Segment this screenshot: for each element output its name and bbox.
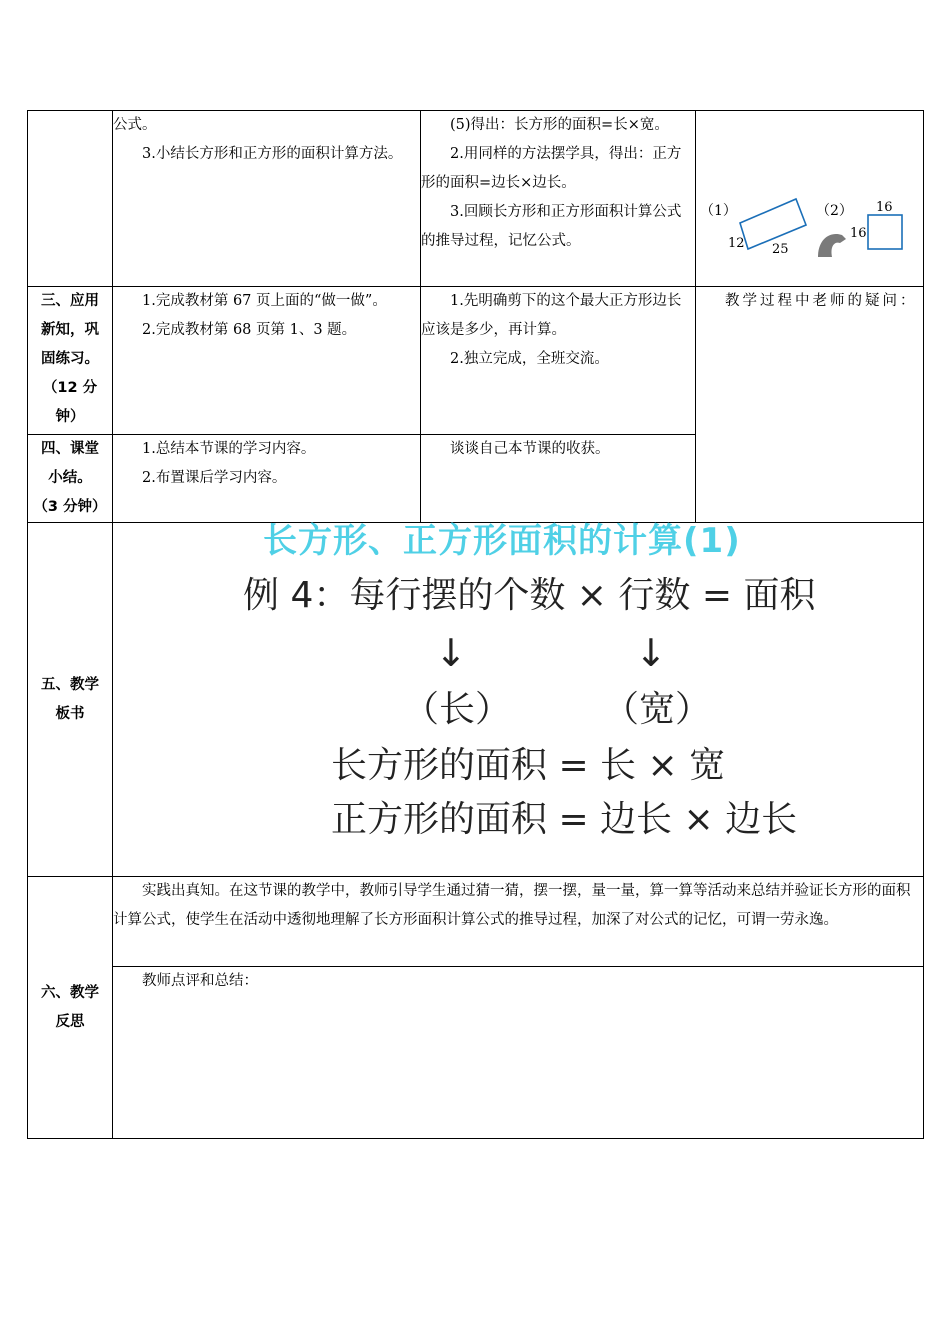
board-title: 长方形、正方形面积的计算(1) — [263, 521, 741, 561]
label-line: 六、教学 — [41, 984, 99, 1001]
square-shape — [868, 215, 902, 249]
scissors-icon — [818, 234, 846, 257]
student-activity-cell — [421, 287, 696, 435]
student-line: 1.先明确剪下的这个最大正方形边长应该是多少，再计算。 — [421, 293, 682, 338]
reflection-text: 实践出真知。在这节课的教学中，教师引导学生通过猜一猜，摆一摆，量一量，算一算等活动来总结并验证长方形的面积计算公式，使学生在活动中透彻地理解了长方形面积计算公式的推导过程，加深了对公式的记忆，可谓一劳永逸。 — [113, 883, 911, 928]
board-length-label: （长） — [403, 689, 512, 730]
row-reflection-comment — [28, 967, 924, 1139]
student-line: 谈谈自己本节课的收获。 — [450, 441, 610, 457]
blackboard-writing — [113, 523, 923, 875]
row-reflection-text — [28, 877, 924, 967]
label-cell-empty — [28, 111, 113, 287]
board-cell — [113, 523, 924, 877]
lesson-table — [27, 110, 924, 1139]
label-line: 小结。 — [48, 470, 92, 486]
label-line: 反思 — [55, 1013, 85, 1030]
teacher-activity-cell — [113, 435, 421, 523]
student-line: 2.独立完成，全班交流。 — [450, 351, 609, 367]
label-line: 钟） — [55, 409, 85, 425]
teacher-line: 1.完成教材第 67 页上面的“做一做”。 — [142, 293, 387, 309]
square-side-label: 16 — [850, 226, 867, 241]
section-label-summary — [28, 435, 113, 523]
label-line: 新知，巩 — [41, 322, 99, 338]
teacher-activity-cell — [113, 287, 421, 435]
teacher-question-note: 教学过程中老师的疑问： — [725, 293, 918, 309]
section-label-reflection — [28, 877, 113, 1139]
label-line: 固练习。 — [41, 351, 99, 367]
section-label-board — [28, 523, 113, 877]
board-formula-rectangle: 长方形的面积 = 长 × 宽 — [331, 745, 726, 786]
row-board — [28, 523, 924, 877]
student-line: 2.用同样的方法摆学具，得出：正方形的面积=边长×边长。 — [421, 146, 682, 191]
rectangle-height-label: 12 — [728, 236, 745, 251]
teacher-line: 2.布置课后学习内容。 — [142, 470, 287, 486]
board-width-label: （宽） — [603, 689, 712, 730]
student-activity-cell — [421, 435, 696, 523]
board-formula-square: 正方形的面积 = 边长 × 边长 — [331, 799, 798, 840]
square-top-label: 16 — [876, 200, 893, 215]
reflection-comment-cell — [113, 967, 924, 1139]
reflection-text-cell — [113, 877, 924, 967]
down-arrow-icon: ↓ — [635, 631, 667, 675]
down-arrow-icon: ↓ — [435, 631, 467, 675]
row-practice — [28, 287, 924, 435]
student-activity-cell — [421, 111, 696, 287]
teacher-activity-cell — [113, 111, 421, 287]
rectangle-width-label: 25 — [772, 242, 789, 257]
teacher-line: 1.总结本节课的学习内容。 — [142, 441, 316, 457]
label-line: （3 分钟） — [33, 499, 107, 515]
figure-cell — [696, 111, 924, 287]
teacher-line: 3.小结长方形和正方形的面积计算方法。 — [142, 146, 403, 162]
student-line: 3.回顾长方形和正方形面积计算公式的推导过程，记忆公式。 — [421, 204, 682, 249]
label-line: 板书 — [55, 705, 85, 722]
figure-label-2: （2） — [816, 203, 853, 219]
rectangle-square-figure — [696, 111, 924, 283]
section-label-practice — [28, 287, 113, 435]
student-line: (5)得出：长方形的面积=长×宽。 — [450, 117, 669, 133]
teacher-comment-label: 教师点评和总结： — [142, 973, 258, 989]
teacher-question-cell — [696, 287, 924, 523]
figure-label-1: （1） — [700, 203, 737, 219]
teacher-line: 公式。 — [113, 117, 157, 133]
row-continuation — [28, 111, 924, 287]
teacher-line: 2.完成教材第 68 页第 1、3 题。 — [142, 322, 357, 338]
label-line: 五、教学 — [41, 676, 99, 693]
label-line: 三、应用 — [41, 293, 99, 309]
board-example-line: 例 4：每行摆的个数 × 行数 = 面积 — [243, 575, 816, 616]
lesson-page — [27, 110, 923, 1139]
label-line: 四、课堂 — [41, 441, 99, 457]
label-line: （12 分 — [42, 380, 98, 396]
